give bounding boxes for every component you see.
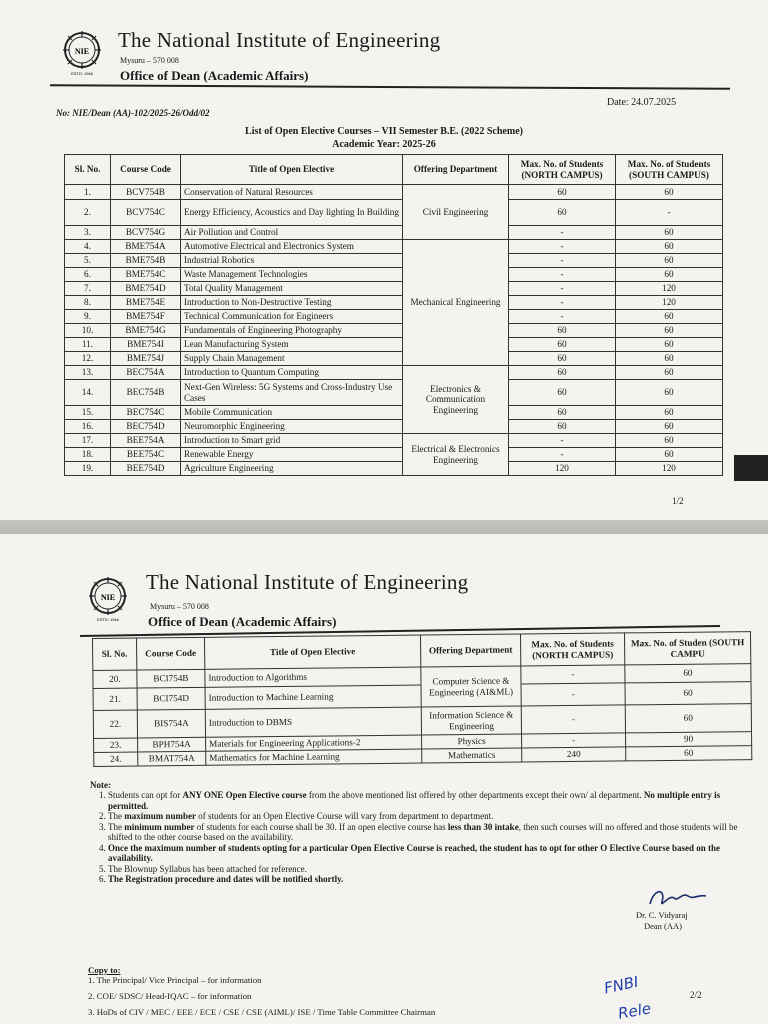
institute-city: Mysuru – 570 008 <box>120 56 179 65</box>
department-maths: Mathematics <box>422 748 522 763</box>
table-row: 10. BME754G Fundamentals of Engineering Photography 60 60 <box>65 324 723 338</box>
table-row: 12. BME754J Supply Chain Management 60 60 <box>65 352 723 366</box>
signatory-name: Dr. C. Vidyaraj <box>636 910 688 920</box>
table-row: 5. BME754B Industrial Robotics - 60 <box>65 254 723 268</box>
header-south-campus: Max. No. of Students (SOUTH CAMPUS) <box>616 155 723 185</box>
handwritten-note: FNBI <box>602 972 641 998</box>
header-course-code: Course Code <box>111 155 181 185</box>
table-row: 19. BEE754D Agriculture Engineering 120 120 <box>65 462 723 476</box>
page-gap <box>0 520 768 534</box>
institute-name: The National Institute of Engineering <box>118 28 441 52</box>
header-department: Offering Department <box>420 634 520 667</box>
signature <box>644 884 714 912</box>
notes-heading: Note: <box>90 780 111 790</box>
reference-number: No: NIE/Dean (AA)-102/2025-26/Odd/02 <box>56 108 210 118</box>
svg-text:ESTD: 1946: ESTD: 1946 <box>97 617 119 622</box>
department-civil: Civil Engineering <box>403 185 509 240</box>
header-title: Title of Open Elective <box>204 635 420 669</box>
svg-text:NIE: NIE <box>100 593 116 602</box>
table-row: 1. BCV754B Conservation of Natural Resources Civil Engineering 60 60 <box>65 185 723 200</box>
department-physics: Physics <box>422 734 522 749</box>
header-sl-no: Sl. No. <box>93 638 137 670</box>
copy-to-item: 1. The Principal/ Vice Principal – for information <box>88 975 262 986</box>
signatory-designation: Dean (AA) <box>644 921 682 931</box>
document-page-2 <box>0 534 768 1024</box>
note-item: 2. The maximum number of students for an Open Elective Course will vary from department to department. <box>108 811 750 821</box>
handwritten-note: Rele <box>616 999 653 1023</box>
office-name: Office of Dean (Academic Affairs) <box>120 68 309 83</box>
header-title: Title of Open Elective <box>181 155 403 185</box>
table-row: 8. BME754E Introduction to Non-Destructive Testing - 120 <box>65 296 723 310</box>
table-row: 18. BEE754C Renewable Energy - 60 <box>65 448 723 462</box>
department-mechanical: Mechanical Engineering <box>403 240 509 366</box>
table-row: 16. BEC754D Neuromorphic Engineering 60 60 <box>65 420 723 434</box>
note-item: 4. Once the maximum number of students opting for a particular Open Elective Course is reached, the student has to opt for other O Elective Course based on the availability. <box>108 843 750 864</box>
table-row: 6. BME754C Waste Management Technologies - 60 <box>65 268 723 282</box>
copy-to-section <box>88 965 435 1017</box>
nie-logo <box>84 574 132 622</box>
table-row: 14. BEC754B Next-Gen Wireless: 5G Systems and Cross-Industry Use Cases 60 60 <box>65 380 723 406</box>
table-row: 4. BME754A Automotive Electrical and Electronics System Mechanical Engineering - 60 <box>65 240 723 254</box>
scan-edge-mark <box>734 455 768 481</box>
table-row: 21. BCI754D Introduction to Machine Learning - 60 <box>93 682 751 711</box>
copy-to-item: 3. HoDs of CIV / MEC / EEE / ECE / CSE / CSE (AIML)/ ISE / Time Table Committee Chairman <box>88 1007 436 1018</box>
table-row: 7. BME754D Total Quality Management - 120 <box>65 282 723 296</box>
page-number: 2/2 <box>690 990 702 1000</box>
note-item: 3. The minimum number of students for each course shall be 30. If an open elective course has less than 30 intake, then such courses will no offered and those students will be shifted to the other course based on the availability. <box>108 822 750 843</box>
table-row: 20. BCI754B Introduction to Algorithms Computer Science & Engineering (AI&ML) - 60 <box>93 664 751 689</box>
svg-text:NIE: NIE <box>74 47 90 56</box>
table-row: 17. BEE754A Introduction to Smart grid Electrical & Electronics Engineering - 60 <box>65 434 723 448</box>
open-elective-table-1 <box>64 154 723 476</box>
institute-name: The National Institute of Engineering <box>146 570 469 594</box>
document-title: List of Open Elective Courses – VII Semester B.E. (2022 Scheme) <box>245 126 523 137</box>
header-divider <box>50 84 730 89</box>
svg-text:ESTD: 1946: ESTD: 1946 <box>71 71 93 76</box>
table-row: 15. BEC754C Mobile Communication 60 60 <box>65 406 723 420</box>
copy-to-heading: Copy to: <box>88 965 121 975</box>
note-item: 1. Students can opt for ANY ONE Open Elective course from the above mentioned list offered by other departments except their own/ al department. No multiple entry is permitted. <box>108 790 750 811</box>
table-row: 23. BPH754A Materials for Engineering Applications-2 Physics - 90 <box>94 732 752 753</box>
copy-to-item: 2. COE/ SDSC/ Head-IQAC – for information <box>88 991 252 1002</box>
table-row: 13. BEC754A Introduction to Quantum Computing Electronics & Communication Engineering 60 60 <box>65 366 723 380</box>
page-number: 1/2 <box>672 496 684 506</box>
header-north-campus: Max. No. of Students (NORTH CAMPUS) <box>509 155 616 185</box>
department-ece: Electronics & Communication Engineering <box>403 366 509 434</box>
note-item: 6. The Registration procedure and dates will be notified shortly. <box>108 874 750 884</box>
table-row: 22. BIS754A Introduction to DBMS Information Science & Engineering - 60 <box>93 704 751 739</box>
table-row: 9. BME754F Technical Communication for Engineers - 60 <box>65 310 723 324</box>
institute-city: Mysuru – 570 008 <box>150 602 209 611</box>
header-sl-no: Sl. No. <box>65 155 111 185</box>
header-north-campus: Max. No. of Students (NORTH CAMPUS) <box>520 633 624 666</box>
department-cse-aiml: Computer Science & Engineering (AI&ML) <box>421 666 521 707</box>
office-name: Office of Dean (Academic Affairs) <box>148 614 337 629</box>
department-ise: Information Science & Engineering <box>421 706 521 735</box>
table-row: 3. BCV754G Air Pollution and Control - 60 <box>65 226 723 240</box>
document-date: Date: 24.07.2025 <box>607 97 677 108</box>
academic-year: Academic Year: 2025-26 <box>332 139 436 150</box>
header-department: Offering Department <box>403 155 509 185</box>
open-elective-table-2 <box>92 631 752 767</box>
table-row: 24. BMAT754A Mathematics for Machine Learning Mathematics 240 60 <box>94 746 752 767</box>
header-course-code: Course Code <box>137 637 205 670</box>
note-item: 5. The Blownup Syllabus has been attached for reference. <box>108 864 750 874</box>
table-row: 2. BCV754C Energy Efficiency, Acoustics and Day lighting In Building 60 - <box>65 200 723 226</box>
nie-logo <box>58 28 106 76</box>
department-eee: Electrical & Electronics Engineering <box>403 434 509 476</box>
header-south-campus: Max. No. of Studen (SOUTH CAMPU <box>624 632 750 665</box>
notes-section <box>90 780 750 884</box>
table-row: 11. BME754I Lean Manufacturing System 60 60 <box>65 338 723 352</box>
